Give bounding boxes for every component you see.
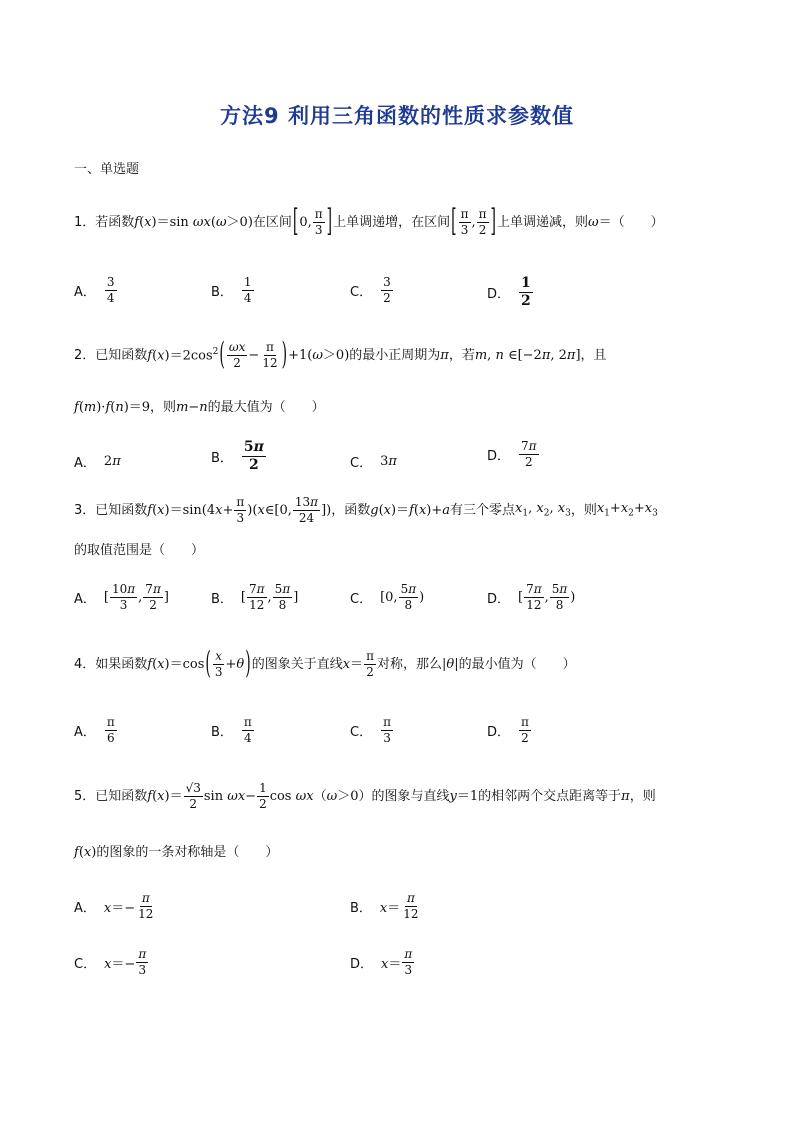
- q5-option-b[interactable]: B． x＝ π 12: [350, 891, 419, 921]
- question-4: 4．如果函数 f(x)＝cos ( x 3 +θ ) 的图象关于直线 x＝ π 2 对称，那么 |θ| 的最小值为（ ）: [74, 646, 576, 682]
- q1-option-a[interactable]: A． 3 4: [74, 275, 115, 305]
- question-5: 5．已知函数 f(x)＝ √3 2 sin ωx− $\frac{1}{2}$ cos ωx （ ω＞0 ）的图象与直线 y＝1 的相邻两个交点距离等于 π ，则: [74, 781, 656, 811]
- q3-option-c[interactable]: C． [0, 5π 8 ): [350, 582, 425, 612]
- q5-option-a[interactable]: A． x＝− $\frac{\pi}{12}$: [74, 891, 154, 921]
- page-title: 方法9 利用三角函数的性质求参数值: [220, 104, 574, 128]
- question-2: 2．已知函数 $f(x)=2\cos^2$ ( ωx 2 − $\frac{\pi}{12}$ ) +1(ω＞0) 的最小正周期为 π ，若 m, n ∈[−2π, 2π] ，且: [74, 337, 607, 373]
- q3-option-b[interactable]: B． [ 7π 12 , 5π 8 ]: [211, 582, 299, 612]
- question-2-line2: f(m)·f(n)＝9 ，则 m−n 的最大值为（ ）: [74, 400, 325, 415]
- q2-option-c[interactable]: C． 3π: [350, 454, 397, 471]
- q2-option-d[interactable]: D． 7π 2: [487, 439, 537, 469]
- q1-option-c[interactable]: C． 3 2: [350, 275, 391, 305]
- q2-option-b[interactable]: B． 5π 2: [211, 439, 264, 473]
- q4-option-d[interactable]: D． π 2: [487, 715, 529, 745]
- q5-option-d[interactable]: D． x＝ π 3: [350, 947, 413, 977]
- q1-option-b[interactable]: B． 1 4: [211, 275, 252, 305]
- q4-option-c[interactable]: C． π 3: [350, 715, 391, 745]
- q5-option-c[interactable]: C． x＝− $\frac{\pi}{3}$: [74, 947, 147, 977]
- section-heading: 一、单选题: [74, 162, 140, 177]
- q3-option-a[interactable]: A． [ 10π 3 , 7π 2 ]: [74, 582, 169, 612]
- question-3-line2: 的取值范围是（ ）: [74, 543, 205, 558]
- question-5-line2: f(x) 的图象的一条对称轴是（ ）: [74, 845, 279, 860]
- q1-number: 1．若函数: [74, 214, 135, 230]
- q1-option-d[interactable]: D． 1 2: [487, 275, 531, 309]
- q4-option-b[interactable]: B． π 4: [211, 715, 252, 745]
- question-3: 3．已知函数 f(x)＝sin(4x+ $\frac{\pi}{3}$ )(x∈[0, 13π 24 ]) ，函数 g(x)＝f(x)+a 有三个零点 $x_1$, $x_2$, $x_3$ ，则 $x_1+x_2+x_3$: [74, 495, 658, 525]
- q4-option-a[interactable]: A． π 6: [74, 715, 115, 745]
- q2-option-a[interactable]: A． 2π: [74, 454, 121, 471]
- question-1: 1．若函数 f(x)＝sin ωx(ω＞0) 在区间 [ 0, π 3 ] 上单调递增，在区间 [ π 3 , π 2 ] 上单调递减，则 ω ＝（ ）: [74, 204, 664, 240]
- q3-option-d[interactable]: D． [ 7π 12 , 5π 8 ): [487, 582, 576, 612]
